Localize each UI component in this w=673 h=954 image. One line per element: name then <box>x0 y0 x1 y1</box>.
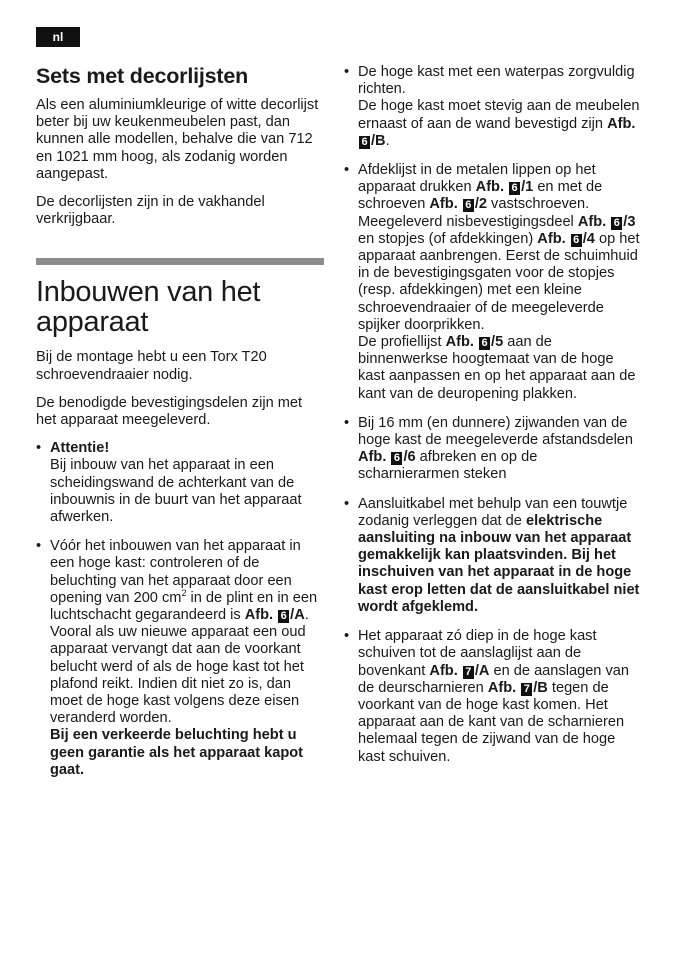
paragraph: De benodigde bevestigingsdelen zijn met het apparaat meegeleverd. <box>36 394 303 429</box>
left-column <box>36 64 326 791</box>
list-item-text: Bij 16 mm (en dunnere) zijwanden van de hoge kast de meegeleverde afstandsdelen <box>358 414 634 449</box>
figure-ref-label: Afb. <box>429 196 458 213</box>
list-item-text: tegen de voorkant van de hoge kast komen. Het apparaat aan de kant van de scharnieren helemaal tegen de zijwand van de hoge kast schuiven. <box>358 679 625 765</box>
bullet: • <box>344 414 350 431</box>
list-item <box>344 496 640 616</box>
figure-ref-label: Afb. <box>577 213 607 230</box>
figure-ref-label: Afb. <box>537 230 566 247</box>
figure-ref-suffix: /4 <box>582 230 595 247</box>
figure-number-badge: 6 <box>278 610 289 623</box>
section-title-decor: Sets met decorlijsten <box>36 64 249 88</box>
figure-ref-suffix: /A <box>474 662 490 679</box>
list-item <box>344 64 640 150</box>
warning-text: Bij een verkeerde beluchting hebt u geen garantie als het apparaat kapot gaat. <box>50 727 304 778</box>
figure-number-badge: 7 <box>521 683 532 696</box>
list-item-text: Bij inbouw van het apparaat in een scheidingswand de achterkant van de inbouwnis in de buurt van het apparaat afwerken. <box>50 457 302 526</box>
figure-ref-label: Afb. <box>244 607 274 624</box>
figure-ref-suffix: /6 <box>403 449 416 466</box>
section-divider <box>36 258 324 265</box>
figure-ref-suffix: /B <box>371 132 386 149</box>
figure-ref-suffix: /2 <box>474 196 487 213</box>
figure-ref-suffix: /3 <box>623 213 636 230</box>
list-item-text: De profiellijst <box>358 334 446 351</box>
figure-ref-suffix: /5 <box>491 334 504 351</box>
warning-text: elektrische aansluiting na inbouw van het apparaat gemakkelijk kan plaatsvinden. Bij het inschuiven van het apparaat in de hoge kast erop letten dat de aansluitkabel niet wordt afgeklemd. <box>358 512 640 615</box>
bullet: • <box>344 162 350 179</box>
figure-ref-suffix: /1 <box>521 179 534 196</box>
section-title-install: Inbouwen van het apparaat <box>36 276 261 339</box>
figure-ref-label: Afb. <box>358 449 387 466</box>
bullet: • <box>344 64 350 80</box>
figure-ref-label: Afb. <box>487 679 517 696</box>
instruction-list <box>344 64 640 766</box>
figure-ref-suffix: /B <box>533 679 548 696</box>
list-item-text: op het apparaat aanbrengen. Eerst de schuimhuid in de bevestigingsgaten voor de stopjes (resp. afdekkingen) met een kleine schroevendraaier of de meegeleverde spijker doorprikken. <box>358 230 640 333</box>
figure-number-badge: 7 <box>463 666 474 679</box>
superscript: 2 <box>181 588 187 598</box>
list-item-text: vastschroeven. Meegeleverd nisbevestigingsdeel <box>358 196 590 230</box>
bullet: • <box>344 628 350 645</box>
list-item-text: Vóór het inbouwen van het apparaat in een hoge kast: controleren of de beluchting van het apparaat door een opening van 200 cm <box>50 538 301 606</box>
paragraph: Bij de montage hebt u een Torx T20 schroevendraaier nodig. <box>36 349 267 383</box>
figure-ref-label: Afb. <box>475 179 505 196</box>
list-item-text: Aansluitkabel met behulp van een touwtje zodanig verleggen dat de <box>358 495 628 529</box>
list-item-text: in de plint en in een luchtschacht gegarandeerd is <box>50 589 318 624</box>
paragraph: De decorlijsten zijn in de vakhandel verkrijgbaar. <box>36 194 265 228</box>
list-item-text: Afdeklijst in de metalen lippen op het apparaat drukken <box>358 162 596 196</box>
warning-title: Attentie! <box>50 440 110 457</box>
list-item-text: en stopjes (of afdekkingen) <box>358 230 538 247</box>
list-item-text: en de aanslagen van de deurscharnieren <box>358 662 630 696</box>
figure-ref-suffix: /A <box>290 607 305 624</box>
list-item-text: afbreken en op de scharnierarmen steken <box>358 449 538 483</box>
list-item-text: Vooral als uw nieuwe apparaat een oud apparaat vervangt dat aan de voorkant belucht werd of als de hoge kast tot het plafond reikt. Indien dit niet zo is, dan moet de hoge kast volgens deze eisen veranderd worden. <box>50 624 306 727</box>
list-item-text: De hoge kast met een waterpas zorgvuldig richten. <box>358 64 635 98</box>
list-item <box>36 440 326 526</box>
figure-number-badge: 6 <box>479 337 490 350</box>
figure-ref-label: Afb. <box>445 334 474 351</box>
language-tag: nl <box>36 27 80 47</box>
list-item-text: De hoge kast moet stevig aan de meubelen ernaast of aan de wand bevestigd zijn <box>358 98 640 132</box>
punctuation: . <box>304 607 309 624</box>
list-item-text: Het apparaat zó diep in de hoge kast schuiven tot de aanslaglijst aan de bovenkant <box>358 628 597 679</box>
list-item <box>36 538 326 779</box>
bullet: • <box>36 440 42 457</box>
punctuation: . <box>385 132 390 149</box>
figure-ref-label: Afb. <box>429 662 458 679</box>
list-item-text: aan de binnenwerkse hoogtemaat van de hoge kast aanpassen en op het apparaat aan de kant van de deuropening plakken. <box>358 334 636 402</box>
figure-number-badge: 6 <box>611 217 622 230</box>
figure-number-badge: 6 <box>571 234 582 247</box>
figure-ref-label: Afb. <box>607 115 636 132</box>
figure-number-badge: 6 <box>463 199 474 212</box>
right-column <box>344 64 640 778</box>
list-item-text: en met de schroeven <box>358 179 603 213</box>
instruction-list <box>36 440 326 779</box>
list-item <box>344 415 640 484</box>
figure-number-badge: 6 <box>391 452 402 465</box>
list-item <box>344 162 640 403</box>
figure-number-badge: 6 <box>509 182 520 195</box>
bullet: • <box>36 538 42 555</box>
list-item <box>344 628 640 766</box>
figure-number-badge: 6 <box>359 136 370 149</box>
bullet: • <box>344 495 350 512</box>
paragraph: Als een aluminiumkleurige of witte decorlijst beter bij uw keukenmeubelen past, dan kunnen alle modellen, behalve die van 712 en 1021 mm hoog, als zodanig worden aangepast. <box>36 97 319 182</box>
